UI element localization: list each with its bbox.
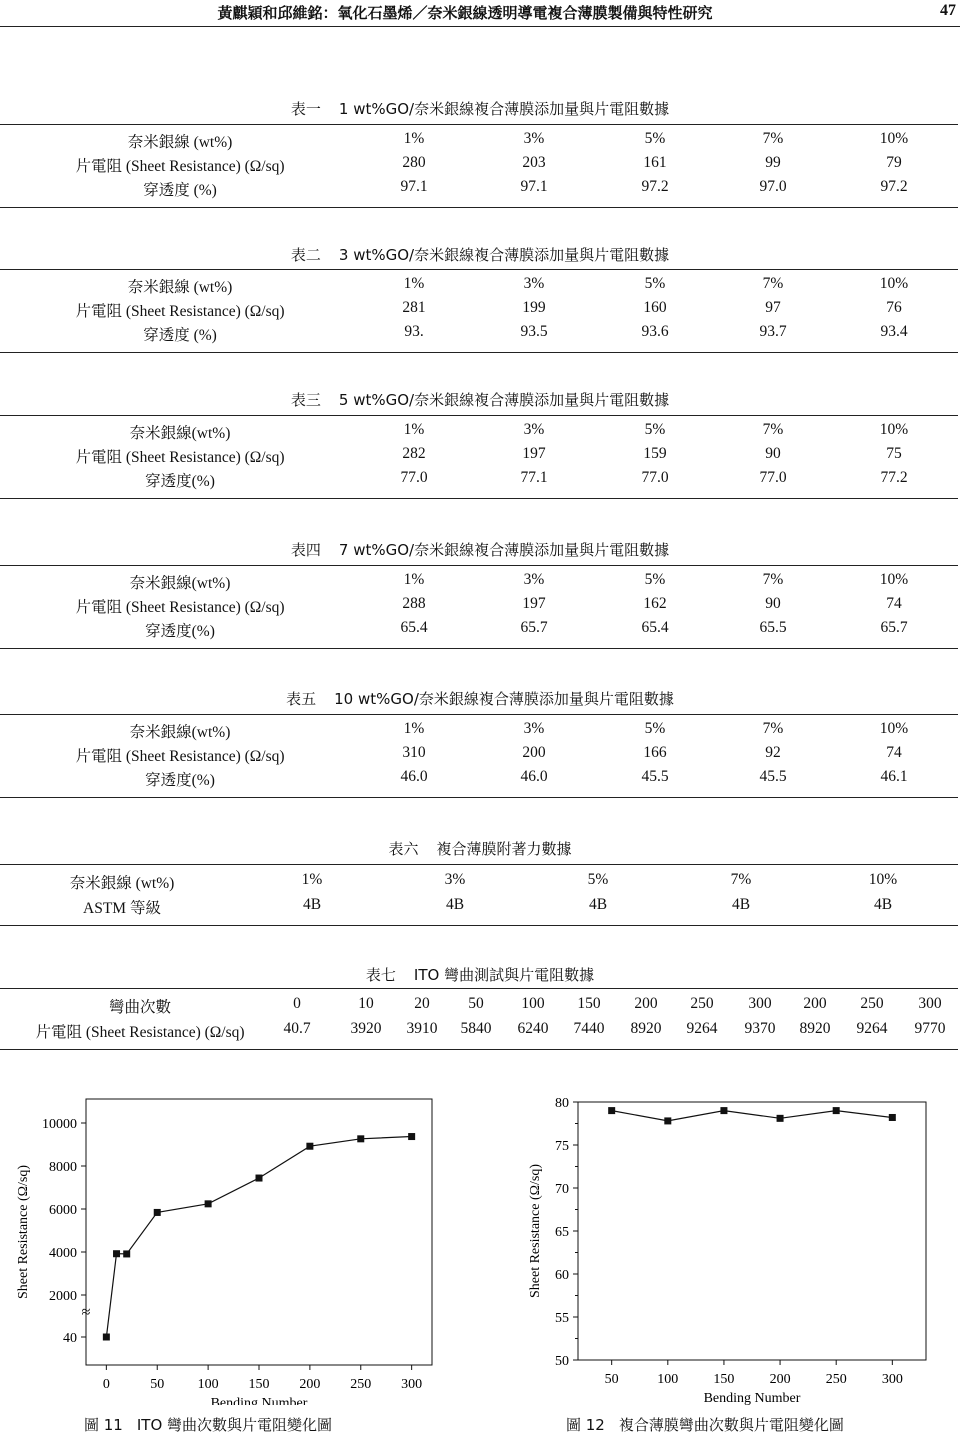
table-title: 3 wt%GO/奈米銀線複合薄膜添加量與片電阻數據 xyxy=(338,246,670,264)
table-cell: 7% xyxy=(762,275,784,292)
table-cell: 199 xyxy=(522,299,546,316)
table-caption-2 xyxy=(0,244,960,265)
table-cell: 7% xyxy=(730,871,752,888)
table-caption-5 xyxy=(0,688,960,709)
table-row-label: 奈米銀線 (wt%) xyxy=(127,279,233,296)
series-line xyxy=(612,1111,893,1121)
data-table-4 xyxy=(0,565,958,649)
x-tick-label: 200 xyxy=(299,1377,321,1392)
table-cell: 7% xyxy=(762,720,784,737)
data-point xyxy=(306,1143,313,1150)
table-cell: 9264 xyxy=(686,1020,718,1037)
table-cell: 74 xyxy=(886,595,902,612)
figure-caption-11 xyxy=(84,1414,332,1435)
table-title: 7 wt%GO/奈米銀線複合薄膜添加量與片電阻數據 xyxy=(338,541,670,559)
table-cell: 1% xyxy=(403,720,425,737)
table-cell: 45.5 xyxy=(641,768,669,785)
y-tick-label: 65 xyxy=(555,1225,569,1240)
y-tick-label: 75 xyxy=(555,1139,569,1154)
y-tick-label: 55 xyxy=(555,1311,569,1326)
data-table-7 xyxy=(0,988,958,1050)
figure-12 xyxy=(500,1085,940,1405)
page-number: 47 xyxy=(940,2,956,19)
y-tick-label: 10000 xyxy=(42,1117,77,1132)
chart-composite-bending xyxy=(500,1085,940,1405)
table-cell: 6240 xyxy=(517,1020,549,1037)
table-cell: 4B xyxy=(588,896,608,913)
table-row-label: 片電阻 (Sheet Resistance) (Ω/sq) xyxy=(75,303,285,320)
table-cell: 46.0 xyxy=(520,768,548,785)
table-cell: 300 xyxy=(918,995,942,1012)
x-tick-label: 250 xyxy=(825,1372,847,1387)
x-tick-label: 150 xyxy=(713,1372,735,1387)
table-cell: 100 xyxy=(521,995,545,1012)
data-point xyxy=(205,1200,212,1207)
table-cell: 1% xyxy=(403,130,425,147)
table-cell: 3% xyxy=(523,720,545,737)
table-row-label: 奈米銀線 (wt%) xyxy=(127,134,233,151)
data-point xyxy=(103,1334,110,1341)
y-axis-label: Sheet Resistance (Ω/sq) xyxy=(528,1163,543,1299)
table-cell: 97.1 xyxy=(520,178,548,195)
table-bottom-rule xyxy=(0,352,958,353)
table-cell: 20 xyxy=(414,995,430,1012)
table-cell: 5% xyxy=(644,275,666,292)
table-cell: 9770 xyxy=(914,1020,946,1037)
table-cell: 10% xyxy=(879,421,909,438)
table-cell: 310 xyxy=(402,744,426,761)
table-cell: 3% xyxy=(444,871,466,888)
table-number: 表五 xyxy=(286,690,317,708)
table-cell: 8920 xyxy=(630,1020,662,1037)
table-row-label: 片電阻 (Sheet Resistance) (Ω/sq) xyxy=(75,449,285,466)
table-cell: 3910 xyxy=(406,1020,438,1037)
table-cell: 3% xyxy=(523,571,545,588)
data-point xyxy=(777,1115,784,1122)
table-cell: 40.7 xyxy=(283,1020,311,1037)
table-cell: 97.0 xyxy=(759,178,787,195)
axis-break-mark: ≈ xyxy=(81,1304,91,1321)
y-tick-label: 8000 xyxy=(49,1160,77,1175)
table-cell: 9370 xyxy=(744,1020,776,1037)
data-point xyxy=(408,1133,415,1140)
table-cell: 93.5 xyxy=(520,323,548,340)
table-cell: 10% xyxy=(879,571,909,588)
table-number: 表二 xyxy=(290,246,321,264)
table-cell: 150 xyxy=(577,995,601,1012)
table-cell: 4B xyxy=(731,896,751,913)
y-tick-label: 60 xyxy=(555,1268,569,1283)
table-cell: 75 xyxy=(886,445,902,462)
data-point xyxy=(256,1175,263,1182)
x-tick-label: 50 xyxy=(604,1372,619,1387)
data-table-2 xyxy=(0,269,958,353)
table-top-rule xyxy=(0,415,958,416)
x-tick-label: 50 xyxy=(150,1377,165,1392)
table-cell: 9264 xyxy=(856,1020,888,1037)
figure-number: 圖 12 xyxy=(566,1416,605,1434)
table-row-label: 片電阻 (Sheet Resistance) (Ω/sq) xyxy=(75,599,285,616)
table-number: 表四 xyxy=(290,541,321,559)
table-bottom-rule xyxy=(0,498,958,499)
y-tick-label: 80 xyxy=(555,1096,569,1111)
table-cell: 10% xyxy=(879,130,909,147)
table-cell: 97.1 xyxy=(400,178,428,195)
table-cell: 79 xyxy=(886,154,902,171)
table-cell: 65.7 xyxy=(880,619,908,636)
table-row-label: 片電阻 (Sheet Resistance) (Ω/sq) xyxy=(75,158,285,175)
table-cell: 65.5 xyxy=(759,619,787,636)
figure-title: 複合薄膜彎曲次數與片電阻變化圖 xyxy=(618,1416,844,1434)
table-cell: 160 xyxy=(643,299,667,316)
table-cell: 5% xyxy=(644,571,666,588)
table-cell: 50 xyxy=(468,995,484,1012)
table-cell: 3920 xyxy=(350,1020,382,1037)
table-number: 表七 xyxy=(365,966,396,984)
table-cell: 282 xyxy=(402,445,426,462)
table-cell: 4B xyxy=(445,896,465,913)
table-cell: 197 xyxy=(522,595,546,612)
table-cell: 5% xyxy=(587,871,609,888)
table-cell: 93. xyxy=(404,323,424,340)
table-cell: 300 xyxy=(748,995,772,1012)
y-tick-label: 2000 xyxy=(49,1289,77,1304)
data-point xyxy=(664,1117,671,1124)
table-cell: 1% xyxy=(403,571,425,588)
table-row-label: ASTM 等級 xyxy=(83,900,161,917)
table-cell: 4B xyxy=(873,896,893,913)
table-cell: 162 xyxy=(643,595,667,612)
table-cell: 10% xyxy=(879,720,909,737)
table-cell: 10 xyxy=(358,995,374,1012)
y-tick-label: 6000 xyxy=(49,1203,77,1218)
table-caption-7 xyxy=(0,964,960,985)
table-caption-1 xyxy=(0,98,960,119)
table-caption-6 xyxy=(0,838,960,859)
table-cell: 97.2 xyxy=(641,178,669,195)
data-point xyxy=(889,1114,896,1121)
series-line xyxy=(106,1137,411,1338)
figure-caption-12 xyxy=(566,1414,844,1435)
y-tick-label: 70 xyxy=(555,1182,569,1197)
data-point xyxy=(154,1209,161,1216)
data-point xyxy=(720,1107,727,1114)
table-row-label: 片電阻 (Sheet Resistance) (Ω/sq) xyxy=(35,1024,245,1041)
data-point xyxy=(123,1250,130,1257)
table-cell: 3% xyxy=(523,421,545,438)
x-axis-label: Bending Number xyxy=(703,1391,801,1405)
table-cell: 8920 xyxy=(799,1020,831,1037)
data-table-6 xyxy=(0,864,958,926)
table-title: 5 wt%GO/奈米銀線複合薄膜添加量與片電阻數據 xyxy=(338,391,670,409)
table-number: 表三 xyxy=(290,391,321,409)
table-bottom-rule xyxy=(0,1049,958,1050)
table-cell: 3% xyxy=(523,130,545,147)
table-title: 1 wt%GO/奈米銀線複合薄膜添加量與片電阻數據 xyxy=(338,100,670,118)
table-row-label: 彎曲次數 xyxy=(108,999,172,1016)
running-header xyxy=(0,0,960,27)
x-tick-label: 0 xyxy=(102,1377,110,1392)
table-title: 複合薄膜附著力數據 xyxy=(436,840,572,858)
table-cell: 90 xyxy=(765,445,781,462)
x-tick-label: 100 xyxy=(657,1372,679,1387)
table-row-label: 穿透度(%) xyxy=(145,623,215,640)
x-tick-label: 250 xyxy=(350,1377,372,1392)
table-cell: 7% xyxy=(762,130,784,147)
table-cell: 5% xyxy=(644,720,666,737)
table-row-label: 奈米銀線(wt%) xyxy=(129,425,231,442)
table-cell: 10% xyxy=(868,871,898,888)
table-cell: 65.7 xyxy=(520,619,548,636)
table-bottom-rule xyxy=(0,207,958,208)
table-cell: 99 xyxy=(765,154,781,171)
table-number: 表一 xyxy=(290,100,321,118)
table-cell: 3% xyxy=(523,275,545,292)
table-cell: 161 xyxy=(643,154,667,171)
table-cell: 5% xyxy=(644,130,666,147)
table-cell: 10% xyxy=(879,275,909,292)
table-cell: 1% xyxy=(403,275,425,292)
x-tick-label: 300 xyxy=(881,1372,903,1387)
table-title: ITO 彎曲測試與片電阻數據 xyxy=(413,966,595,984)
table-top-rule xyxy=(0,988,958,989)
table-row-label: 片電阻 (Sheet Resistance) (Ω/sq) xyxy=(75,748,285,765)
table-cell: 4B xyxy=(302,896,322,913)
table-row-label: 奈米銀線 (wt%) xyxy=(69,875,175,892)
table-row-label: 穿透度 (%) xyxy=(143,327,217,344)
x-tick-label: 200 xyxy=(769,1372,791,1387)
table-cell: 77.2 xyxy=(880,469,908,486)
figure-title: ITO 彎曲次數與片電阻變化圖 xyxy=(136,1416,333,1434)
plot-frame xyxy=(578,1102,926,1360)
table-cell: 288 xyxy=(402,595,426,612)
data-table-3 xyxy=(0,415,958,499)
data-point xyxy=(833,1107,840,1114)
table-cell: 77.0 xyxy=(759,469,787,486)
table-cell: 74 xyxy=(886,744,902,761)
figure-11 xyxy=(0,1085,440,1405)
chart-ito-bending xyxy=(0,1085,440,1405)
table-top-rule xyxy=(0,864,958,865)
table-cell: 7% xyxy=(762,421,784,438)
figure-number: 圖 11 xyxy=(84,1416,123,1434)
table-cell: 97 xyxy=(765,299,781,316)
table-cell: 1% xyxy=(403,421,425,438)
table-row-label: 穿透度(%) xyxy=(145,473,215,490)
x-tick-label: 100 xyxy=(197,1377,219,1392)
table-cell: 97.2 xyxy=(880,178,908,195)
table-title: 10 wt%GO/奈米銀線複合薄膜添加量與片電阻數據 xyxy=(334,690,674,708)
table-cell: 7440 xyxy=(573,1020,605,1037)
table-cell: 65.4 xyxy=(400,619,428,636)
data-point xyxy=(608,1107,615,1114)
table-number: 表六 xyxy=(388,840,419,858)
table-cell: 5% xyxy=(644,421,666,438)
table-cell: 77.1 xyxy=(520,469,548,486)
table-cell: 93.6 xyxy=(641,323,669,340)
table-row-label: 奈米銀線(wt%) xyxy=(129,724,231,741)
table-cell: 77.0 xyxy=(641,469,669,486)
table-bottom-rule xyxy=(0,648,958,649)
data-point xyxy=(357,1135,364,1142)
table-bottom-rule xyxy=(0,925,958,926)
table-row-label: 穿透度(%) xyxy=(145,772,215,789)
y-tick-label: 4000 xyxy=(49,1246,77,1261)
plot-frame xyxy=(86,1099,432,1365)
table-cell: 45.5 xyxy=(759,768,787,785)
table-top-rule xyxy=(0,124,958,125)
header-title: 黃麒穎和邱維銘：氧化石墨烯／奈米銀線透明導電複合薄膜製備與特性研究 xyxy=(217,4,713,22)
table-cell: 166 xyxy=(643,744,667,761)
table-cell: 200 xyxy=(522,744,546,761)
y-tick-label: 40 xyxy=(63,1331,77,1346)
y-axis-label: Sheet Resistance (Ω/sq) xyxy=(16,1164,31,1300)
table-cell: 77.0 xyxy=(400,469,428,486)
data-table-1 xyxy=(0,124,958,208)
table-cell: 7% xyxy=(762,571,784,588)
x-tick-label: 150 xyxy=(248,1377,270,1392)
table-caption-3 xyxy=(0,389,960,410)
data-table-5 xyxy=(0,714,958,798)
table-cell: 90 xyxy=(765,595,781,612)
table-cell: 281 xyxy=(402,299,426,316)
table-cell: 93.4 xyxy=(880,323,908,340)
table-cell: 200 xyxy=(634,995,658,1012)
table-cell: 0 xyxy=(293,995,301,1012)
table-cell: 203 xyxy=(522,154,546,171)
table-top-rule xyxy=(0,269,958,270)
table-cell: 197 xyxy=(522,445,546,462)
x-tick-label: 300 xyxy=(401,1377,423,1392)
table-bottom-rule xyxy=(0,797,958,798)
table-cell: 250 xyxy=(860,995,884,1012)
table-cell: 46.1 xyxy=(880,768,908,785)
table-caption-4 xyxy=(0,539,960,560)
y-tick-label: 50 xyxy=(555,1354,569,1369)
table-cell: 46.0 xyxy=(400,768,428,785)
table-top-rule xyxy=(0,565,958,566)
table-cell: 93.7 xyxy=(759,323,787,340)
table-cell: 1% xyxy=(301,871,323,888)
table-cell: 92 xyxy=(765,744,781,761)
table-row-label: 穿透度 (%) xyxy=(143,182,217,199)
table-cell: 250 xyxy=(690,995,714,1012)
table-cell: 159 xyxy=(643,445,667,462)
data-point xyxy=(113,1250,120,1257)
table-top-rule xyxy=(0,714,958,715)
x-axis-label: Bending Number xyxy=(210,1396,308,1405)
table-cell: 65.4 xyxy=(641,619,669,636)
table-cell: 76 xyxy=(886,299,902,316)
table-cell: 280 xyxy=(402,154,426,171)
table-cell: 200 xyxy=(803,995,827,1012)
table-cell: 5840 xyxy=(460,1020,492,1037)
table-row-label: 奈米銀線(wt%) xyxy=(129,575,231,592)
